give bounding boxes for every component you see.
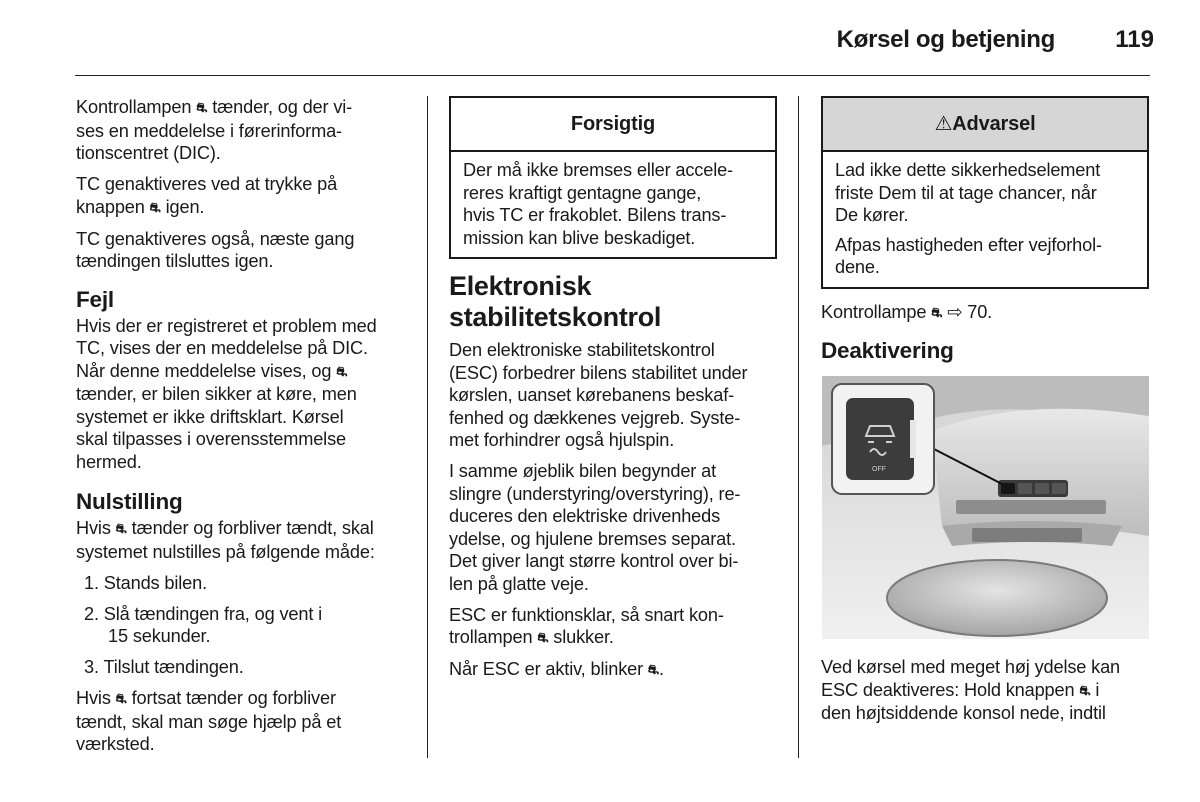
header-rule xyxy=(75,75,1150,76)
stability-control-icon: ⛐ xyxy=(1079,682,1091,698)
traction-control-off-icon: ⛐ xyxy=(196,100,208,115)
heading-esc: Elektronisk stabilitetskontrol xyxy=(449,271,662,332)
stability-control-icon: ⛐ xyxy=(647,662,659,677)
warning-triangle-icon: ⚠ xyxy=(934,113,953,135)
column-middle xyxy=(449,96,779,690)
stability-control-icon: ⛐ xyxy=(537,630,549,645)
warning-text-1: Lad ikke dette sikkerhedselement friste Dem til at tage chancer, når De kører. xyxy=(835,160,1101,225)
heading-nulstilling: Nulstilling xyxy=(76,489,183,514)
paragraph-tc-reactivate: TC genaktiveres ved at trykke på knappen ⛐ igen. xyxy=(76,173,411,219)
warning-text-2: Afpas hastigheden efter vejforhol- dene. xyxy=(835,234,1102,277)
paragraph-nulstilling-outro: Hvis ⛐ fortsat tænder og forbliver tændt, skal man søge hjælp på et værksted. xyxy=(76,688,342,754)
stability-control-icon: ⛐ xyxy=(149,199,161,215)
list-item: 3. Tilslut tændingen. xyxy=(84,657,244,677)
stability-control-icon: ⛐ xyxy=(115,521,127,536)
heading-deaktivering: Deaktivering xyxy=(821,338,954,363)
stability-control-icon: ⛐ xyxy=(336,363,348,379)
stability-control-icon: ⛐ xyxy=(931,304,943,320)
paragraph-tc-reactivate-ignition: TC genaktiveres også, næste gang tændingen tilsluttes igen. xyxy=(76,228,355,271)
column-right-bottom xyxy=(821,656,1156,733)
page-reference: Kontrollampe ⛐ ⇨ 70. xyxy=(821,301,1151,325)
esc-off-button-label: OFF xyxy=(872,466,886,473)
paragraph-deactivate: Ved kørsel med meget høj ydelse kan ESC deaktiveres: Hold knappen ⛐ i den højtsiddende konsol nede, indtil xyxy=(821,657,1121,723)
warning-box xyxy=(821,96,1149,289)
paragraph-nulstilling-intro: Hvis ⛐ tænder og forbliver tændt, skal systemet nulstilles på følgende måde: xyxy=(76,518,375,562)
heading-fejl: Fejl xyxy=(76,286,114,312)
reset-steps-list xyxy=(76,572,411,679)
paragraph-esc-ready: ESC er funktionsklar, så snart kon- trollampen ⛐ slukker. xyxy=(449,604,779,650)
paragraph-esc-active: Når ESC er aktiv, blinker ⛐. xyxy=(449,658,779,682)
page-reference-arrow-icon: ⇨ xyxy=(947,301,963,322)
paragraph-esc-skid: I samme øjeblik bilen begynder at slingre (understyring/overstyring), re- duceres den elektriske drivenheds ydelse, og hjulene bremses separat. Det giver langt større kontrol over bi- len på glatte veje. xyxy=(449,461,741,594)
paragraph-tc-off: Kontrollampen ⛐ tænder, og der vi- ses en meddelelse i førerinforma- tionscentret (DIC). xyxy=(76,97,353,163)
caution-text: Der må ikke bremses eller accele- reres kraftigt gentagne gange, hvis TC er frakoblet. Bilens trans- mission kan blive beskadiget. xyxy=(463,160,733,248)
column-divider-1 xyxy=(427,96,428,758)
column-left xyxy=(76,96,411,764)
section-title: Kørsel og betjening xyxy=(836,26,1055,53)
list-item: 1. Stands bilen. xyxy=(84,572,207,593)
page-number: 119 xyxy=(1115,26,1154,53)
caution-box xyxy=(449,96,777,259)
caution-title: Forsigtig xyxy=(451,98,775,152)
paragraph-fejl: Hvis der er registreret et problem med TC, vises der en meddelelse på DIC. Når denne meddelelse vises, og ⛐ tænder, er bilen sikker at køre, men systemet er ikke driftsklart. Kørsel skal tilpasses i overensstemmelse hermed. xyxy=(76,315,377,472)
column-divider-2 xyxy=(798,96,799,758)
overhead-console-photo xyxy=(822,376,1149,639)
warning-title-bar: ⚠Advarsel xyxy=(823,98,1147,152)
stability-control-icon: ⛐ xyxy=(115,691,127,706)
paragraph-esc-intro: Den elektroniske stabilitetskontrol (ESC) forbedrer bilens stabilitet under kørslen, uanset kørebanens beskaf- fenhed og dækkenes vejgreb. Syste- met forhindrer også hjulspin. xyxy=(449,340,748,450)
list-item: 2. Slå tændingen fra, og vent i 15 sekunder. xyxy=(84,603,323,646)
column-right xyxy=(821,96,1151,366)
